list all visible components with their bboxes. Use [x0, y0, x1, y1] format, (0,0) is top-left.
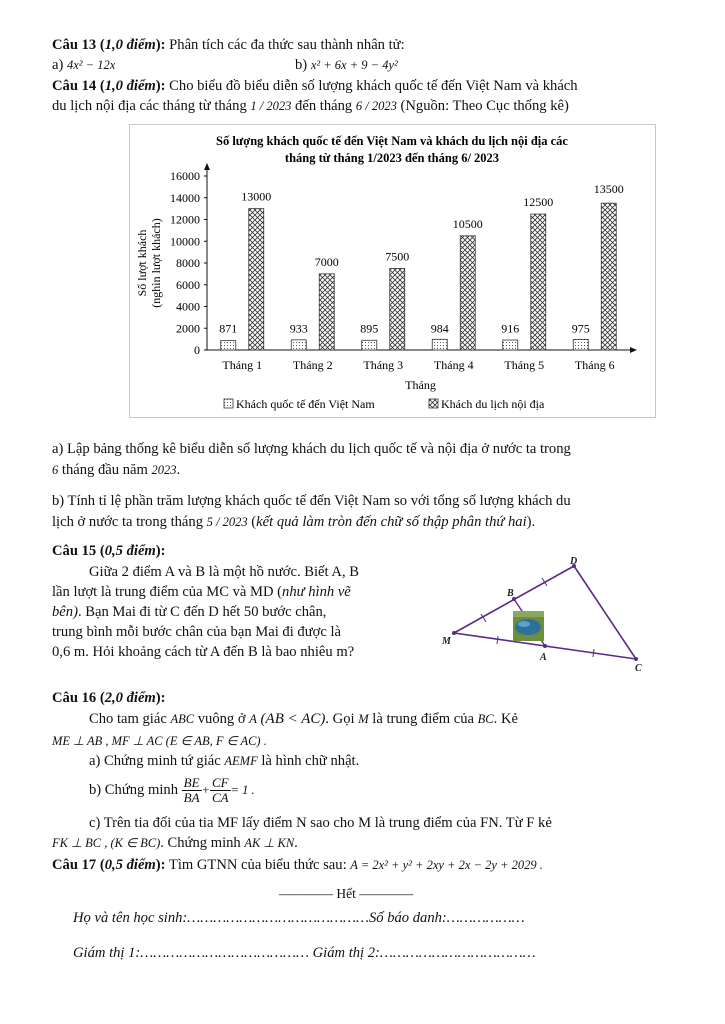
q16-part-b: [89, 772, 255, 808]
q15-line-4: [52, 623, 341, 641]
q15-line-3: [52, 603, 326, 621]
q16-part-c-text: c) Trên tia đối của tia MF lấy điểm N sao cho M là trung điểm của FN. Từ F kẻ: [89, 815, 552, 831]
proctor-line: Giám thị 1:………………………………… Giám thị 2:………………………………: [73, 945, 536, 961]
q16-perpendiculars: ME ⊥ AB , MF ⊥ AC (E ∈ AB, F ∈ AC) .: [52, 734, 267, 748]
y-axis-label-unit: (nghìn lượt khách): [149, 218, 163, 308]
q16-condition: (AB < AC): [260, 711, 326, 727]
legend-label-international: Khách quốc tế đến Việt Nam: [236, 397, 375, 411]
data-label-domestic: 12500: [523, 195, 554, 210]
q16-label-end: ):: [155, 690, 166, 706]
q15-label-end: ):: [155, 543, 166, 559]
label-M: M: [442, 636, 451, 647]
q13-a-expr: 4x² − 12x: [67, 58, 116, 72]
q16-part-a-end: là hình chữ nhật.: [257, 753, 360, 769]
segment-DC: [574, 566, 636, 659]
bar-international: [362, 340, 377, 350]
q17-line: [52, 856, 543, 874]
bar-domestic: [249, 209, 264, 350]
y-tick-label: 16000: [170, 169, 200, 183]
data-label-international: 916: [501, 321, 520, 336]
q16-text-1c: vuông ở: [194, 711, 250, 727]
frac-den-ca: CA: [211, 790, 229, 806]
data-label-international: 984: [430, 321, 449, 336]
q16-text-1h: là trung điểm của: [368, 711, 478, 727]
y-tick-label: 2000: [176, 321, 200, 336]
q17-label: Câu 17 (: [52, 857, 105, 873]
q16-label: Câu 16 (: [52, 690, 105, 706]
q14-part-b-line-2: [52, 513, 535, 531]
x-axis-label: Tháng: [405, 378, 436, 392]
q14-rounding-note: kết quả làm tròn đến chữ số thập phân thứ hai: [256, 514, 527, 530]
x-tick-label: Tháng 1: [222, 358, 263, 372]
bar-international: [573, 339, 588, 350]
q13-label-end: ):: [155, 37, 166, 53]
bar-international: [503, 340, 518, 350]
label-A: A: [540, 652, 547, 663]
q15-line-2: [52, 583, 351, 601]
q15-label: Câu 15 (: [52, 543, 105, 559]
q13-part-b: [295, 56, 398, 74]
end-text: ———— Hết ————: [279, 886, 414, 901]
chart-title: Số lượng khách quốc tế đến Việt Nam và khách du lịch nội địa các: [216, 134, 568, 148]
q13-label: Câu 13 (: [52, 37, 105, 53]
q13-b-label: b): [295, 57, 308, 73]
q16-text-1a: Cho tam giác: [89, 711, 171, 727]
q16-header: [52, 689, 166, 707]
q16-line-1: [89, 710, 518, 728]
q14-period: .: [176, 462, 181, 478]
y-tick-label: 4000: [176, 299, 200, 314]
q13-b-expr: x² + 6x + 9 − 4y²: [310, 58, 398, 72]
q16-part-c-1: [89, 814, 552, 832]
q14-header: [52, 77, 578, 95]
y-tick-label: 12000: [170, 212, 200, 227]
q16-part-b-text: b) Chứng minh: [89, 782, 182, 798]
bar-international: [291, 340, 306, 350]
q14-text-1: Cho biểu đồ biểu diễn số lượng khách quốc tế đến Việt Nam và khách: [165, 78, 578, 94]
q15-text-2: lần lượt là trung điểm của MC và MD (: [52, 584, 283, 600]
data-label-international: 975: [571, 321, 590, 336]
q16-m: M: [358, 712, 369, 726]
label-B: B: [507, 588, 514, 599]
vertex-points: [452, 564, 638, 661]
y-axis-label: Số lượt khách: [135, 229, 149, 297]
data-label-domestic: 7500: [385, 249, 410, 264]
label-D: D: [570, 556, 578, 567]
q14-month-start: 1 / 2023: [250, 99, 292, 113]
q14-part-b-line-1: [52, 492, 571, 510]
q15-figure: [440, 556, 648, 672]
x-tick-label: Tháng 6: [574, 358, 615, 372]
q14-points: 1,0 điểm: [104, 78, 156, 94]
q14-year: 2023: [151, 463, 177, 477]
q14-part-a-2: tháng đầu năm: [58, 462, 152, 478]
q16-part-a-text: a) Chứng minh tứ giác: [89, 753, 225, 769]
q16-text-1f: . Gọi: [325, 711, 359, 727]
q16-part-c-2b: . Chứng minh: [160, 835, 245, 851]
bar-chart: [130, 125, 655, 417]
q15-line-1: [89, 563, 359, 581]
q14-paren-open: (: [247, 514, 257, 530]
q16-part-a: [89, 752, 359, 770]
x-tick-label: Tháng 2: [292, 358, 333, 372]
q16-text-1j: . Kẻ: [493, 711, 518, 727]
q16-fk-perp: FK ⊥ BC , (K ∈ BC): [52, 836, 161, 850]
fraction-be-ba: [182, 776, 202, 805]
q17-expression: A = 2x² + y² + 2xy + 2x − 2y + 2029 .: [350, 858, 543, 872]
plus-sign: +: [201, 783, 210, 797]
triangle-diagram: [440, 556, 648, 672]
legend-swatch-international: [224, 399, 233, 408]
q14-part-a-line-1: [52, 440, 571, 458]
q14-part-a: a) Lập bảng thống kê biểu diễn số lượng khách du lịch quốc tế và nội địa ở nước ta trong: [52, 441, 571, 457]
bar-international: [432, 339, 447, 350]
q13-text: Phân tích các đa thức sau thành nhân tử:: [165, 37, 405, 53]
q15-text-3-italic: bên): [52, 604, 78, 620]
bar-domestic: [460, 236, 475, 350]
data-label-international: 871: [219, 321, 238, 336]
data-label-domestic: 13000: [241, 189, 272, 204]
equals-one: = 1 .: [230, 783, 255, 797]
bar-domestic: [531, 214, 546, 350]
q14-paren-close: ).: [526, 514, 536, 530]
y-tick-label: 8000: [176, 256, 200, 270]
q14-month-five: 5 / 2023: [206, 515, 248, 529]
end-marker: [279, 885, 413, 903]
q15-text-3: . Bạn Mai đi từ C đến D hết 50 bước chân,: [77, 604, 327, 620]
frac-num-be: BE: [183, 775, 200, 791]
data-label-international: 895: [360, 321, 379, 336]
q15-line-5: [52, 643, 354, 661]
q14-label-end: ):: [155, 78, 166, 94]
student-name-line: Họ và tên học sinh:……………………………………Số báo danh:………………: [73, 910, 525, 926]
q16-bc: BC: [477, 712, 494, 726]
q14-six: 6: [52, 463, 59, 477]
q17-text: Tìm GTNN của biểu thức sau:: [165, 857, 351, 873]
q15-header: [52, 542, 166, 560]
frac-den-ba: BA: [183, 790, 200, 806]
q15-text-1: Giữa 2 điểm A và B là một hồ nước. Biết A, B: [89, 564, 359, 580]
y-tick-label: 10000: [170, 234, 200, 249]
q13-a-label: a): [52, 57, 64, 73]
legend-swatch-domestic: [429, 399, 438, 408]
q17-points: 0,5 điểm: [104, 857, 156, 873]
bar-international: [221, 341, 236, 350]
q14-part-b-2: lịch ở nước ta trong tháng: [52, 514, 207, 530]
q13-points: 1,0 điểm: [104, 37, 156, 53]
q14-text-line-2: [52, 97, 569, 115]
bar-domestic: [390, 268, 405, 350]
q16-part-c-2: [52, 834, 298, 852]
q13-parts: [52, 56, 115, 74]
q15-text-5: 0,6 m. Hỏi khoảng cách từ A đến B là bao nhiêu m?: [52, 644, 355, 660]
data-label-domestic: 13500: [593, 182, 624, 197]
fraction-cf-ca: [210, 776, 231, 805]
q14-source: (Nguồn: Theo Cục thống kê): [400, 98, 569, 114]
data-label-international: 933: [289, 321, 308, 336]
lake-image: [513, 611, 544, 641]
q14-month-end: 6 / 2023: [355, 99, 397, 113]
student-info: [73, 909, 525, 927]
q15-text-2-italic: như hình vẽ: [282, 584, 351, 600]
q17-label-end: ):: [155, 857, 166, 873]
y-tick-label: 14000: [170, 190, 200, 205]
x-tick-label: Tháng 4: [433, 358, 474, 372]
chart-frame: [129, 124, 656, 418]
q14-label: Câu 14 (: [52, 78, 105, 94]
q16-a: A: [249, 712, 257, 726]
data-label-domestic: 7000: [314, 254, 339, 269]
q16-line-2: [52, 732, 267, 750]
q16-points: 2,0 điểm: [104, 690, 156, 706]
q14-text-2b: đến tháng: [295, 98, 353, 114]
y-tick-label: 6000: [176, 277, 200, 292]
label-C: C: [635, 663, 642, 672]
y-tick-label: 0: [194, 343, 200, 357]
q13-header: [52, 36, 405, 54]
frac-num-cf: CF: [211, 775, 229, 791]
q16-aemf: AEMF: [224, 754, 258, 768]
q16-abc: ABC: [170, 712, 195, 726]
x-tick-label: Tháng 3: [363, 358, 404, 372]
q14-text-2a: du lịch nội địa các tháng từ tháng: [52, 98, 247, 114]
y-axis-arrow: [204, 163, 210, 170]
data-label-domestic: 10500: [452, 216, 483, 231]
proctor-info: [73, 944, 536, 962]
q15-points: 0,5 điểm: [104, 543, 156, 559]
x-tick-label: Tháng 5: [504, 358, 545, 372]
bar-domestic: [319, 274, 334, 350]
bar-domestic: [601, 203, 616, 350]
q15-text-4: trung bình mỗi bước chân của bạn Mai đi được là: [52, 624, 342, 640]
q14-part-b: b) Tính tỉ lệ phần trăm lượng khách quốc tế đến Việt Nam so với tổng số lượng khách du: [52, 493, 571, 509]
chart-title-line-2: tháng từ tháng 1/2023 đến tháng 6/ 2023: [284, 151, 500, 165]
q14-part-a-line-2: [52, 461, 180, 479]
x-axis-arrow: [630, 347, 637, 353]
q16-ak-perp-kn: AK ⊥ KN: [244, 836, 295, 850]
legend-label-domestic: Khách du lịch nội địa: [441, 397, 545, 411]
q16-period: .: [294, 835, 298, 851]
